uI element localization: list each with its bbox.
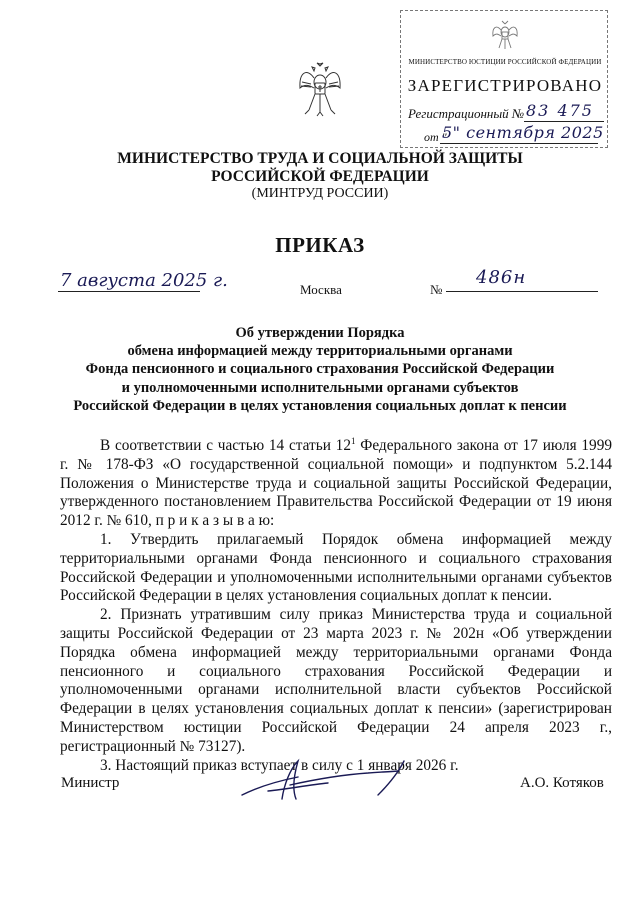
order-subject: [0, 324, 640, 415]
stamp-status: ЗАРЕГИСТРИРОВАНО: [407, 76, 603, 95]
subject-line: обмена информацией между территориальными органами: [127, 343, 513, 360]
stamp-coat-of-arms-icon: [490, 18, 520, 54]
stamp-date-label: от ": [424, 130, 447, 144]
subject-line: и уполномоченными исполнительными органами субъектов: [121, 379, 519, 396]
order-item-1: 1. Утвердить прилагаемый Порядок обмена информацией между территориальными органами Фонда пенсионного и социального страхования Российской Федерации и уполномоченными исполнительными органами субъектов Российской Федерации в целях установления социальных доплат к пенсии.: [60, 530, 612, 605]
stamp-reg-number-label: Регистрационный №: [408, 106, 525, 121]
ministry-name-line2: РОССИЙСКОЙ ФЕДЕРАЦИИ: [211, 168, 429, 185]
subject-line: Российской Федерации в целях установления социальных доплат к пенсии: [73, 397, 567, 414]
handwritten-signature: [238, 755, 408, 805]
coat-of-arms-icon: [297, 62, 343, 118]
order-number-underline: [446, 291, 598, 292]
order-date-underline: [58, 291, 200, 292]
signer-name: А.О. Котяков: [520, 775, 604, 791]
document-type-title: ПРИКАЗ: [275, 233, 365, 257]
order-city: Москва: [300, 282, 342, 297]
order-item-3: 3. Настоящий приказ вступает в силу с 1 января 2026 г.: [100, 756, 459, 774]
preamble-paragraph: [60, 437, 612, 531]
order-number: 486н: [476, 267, 527, 288]
stamp-date-value: 5" сентября 2025: [442, 123, 604, 142]
preamble-text-b: Федерального закона от 17 июля 1999 г. № 178-ФЗ «О государственной социальной помощи» и подпунктом 5.2.144 Положения о Министерстве труда и социальной защиты Российской Федерации, утвержденного постановлением Правительства Российской Федерации от 19 июня 2012 г. № 610, п р и к а з ы в а ю:: [60, 437, 612, 530]
subject-line: Фонда пенсионного и социального страхования Российской Федерации: [85, 361, 555, 378]
ministry-short-name: (МИНТРУД РОССИИ): [251, 186, 389, 201]
preamble-text-a: В соответствии с частью 14 статьи 12: [100, 437, 351, 454]
subject-line: Об утверждении Порядка: [235, 325, 405, 341]
order-body: [60, 437, 612, 775]
ministry-name-line1: МИНИСТЕРСТВО ТРУДА И СОЦИАЛЬНОЙ ЗАЩИТЫ: [117, 150, 523, 167]
stamp-number-underline: [524, 121, 604, 122]
signer-role: Министр: [61, 775, 120, 791]
order-number-sign: №: [430, 282, 443, 297]
preamble-superscript: 1: [350, 435, 356, 446]
stamp-ministry: МИНИСТЕРСТВО ЮСТИЦИИ РОССИЙСКОЙ ФЕДЕРАЦИИ: [408, 58, 602, 66]
order-date: 7 августа 2025 г.: [60, 270, 228, 291]
stamp-date-underline: [440, 143, 598, 144]
order-item-2: 2. Признать утратившим силу приказ Министерства труда и социальной защиты Российской Федерации от 23 марта 2023 г. № 202н «Об утверждении Порядка обмена информацией между территориальными органами Фонда пенсионного и социального страхования Российской Федерации и уполномоченными органами исполнительной власти субъектов Российской Федерации в целях установления социальных доплат к пенсии» (зарегистрирован Министерством юстиции Российской Федерации 24 апреля 2023 г., регистрационный № 73127).: [60, 606, 612, 755]
stamp-reg-number-value: 83 475: [526, 101, 594, 120]
